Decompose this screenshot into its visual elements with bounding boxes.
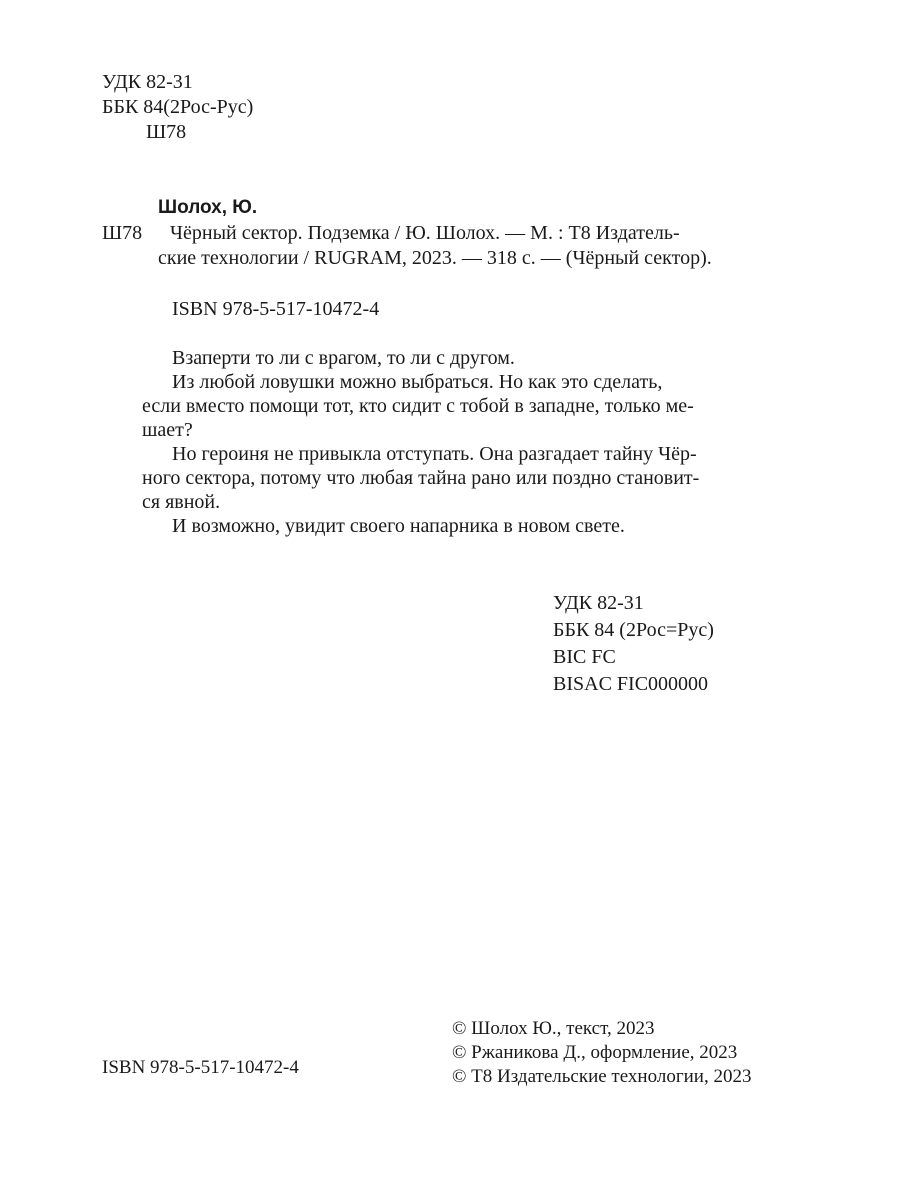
annotation-line: И возможно, увидит своего напарника в новом свете. — [172, 515, 625, 537]
annotation-line: Но героиня не привыкла отступать. Она разгадает тайну Чёр- — [172, 443, 697, 465]
annotation-line: ного сектора, потому что любая тайна рано или поздно становит- — [142, 467, 700, 489]
bic-code: BIC FC — [553, 646, 616, 668]
annotation-line: Взаперти то ли с врагом, то ли с другом. — [172, 347, 515, 369]
annotation-line: шает? — [142, 419, 193, 441]
bibliographic-description — [158, 221, 760, 271]
header-classification — [102, 70, 253, 145]
biblio-line-1: Чёрный сектор. Подземка / Ю. Шолох. — М. : Т8 Издатель- — [170, 222, 680, 244]
udk-code: УДК 82-31 — [102, 71, 193, 93]
annotation — [142, 346, 762, 538]
cutter-code: Ш78 — [146, 121, 187, 143]
copyright-block — [452, 1017, 751, 1089]
bisac-code: BISAC FIC000000 — [553, 673, 709, 695]
bbk-code: ББК 84(2Рос-Рус) — [102, 96, 254, 118]
copyright-line: © Шолох Ю., текст, 2023 — [452, 1018, 655, 1039]
annotation-line: Из любой ловушки можно выбраться. Но как это сделать, — [172, 371, 663, 393]
record-isbn: ISBN 978-5-517-10472-4 — [172, 298, 380, 320]
udk-code-right: УДК 82-31 — [553, 592, 644, 614]
copyright-line: © Ржаникова Д., оформление, 2023 — [452, 1042, 738, 1063]
biblio-line-2: ские технологии / RUGRAM, 2023. — 318 с. — (Чёрный сектор). — [158, 247, 712, 269]
annotation-line: ся явной. — [142, 491, 221, 513]
record-cutter-code: Ш78 — [102, 222, 143, 244]
footer-isbn: ISBN 978-5-517-10472-4 — [102, 1057, 299, 1078]
annotation-line: если вместо помощи тот, кто сидит с тобой в западне, только ме- — [142, 395, 694, 417]
bbk-code-right: ББК 84 (2Рос=Рус) — [553, 619, 714, 641]
author-heading: Шолох, Ю. — [158, 197, 258, 218]
classification-block — [553, 590, 714, 698]
copyright-line: © Т8 Издательские технологии, 2023 — [452, 1066, 752, 1087]
